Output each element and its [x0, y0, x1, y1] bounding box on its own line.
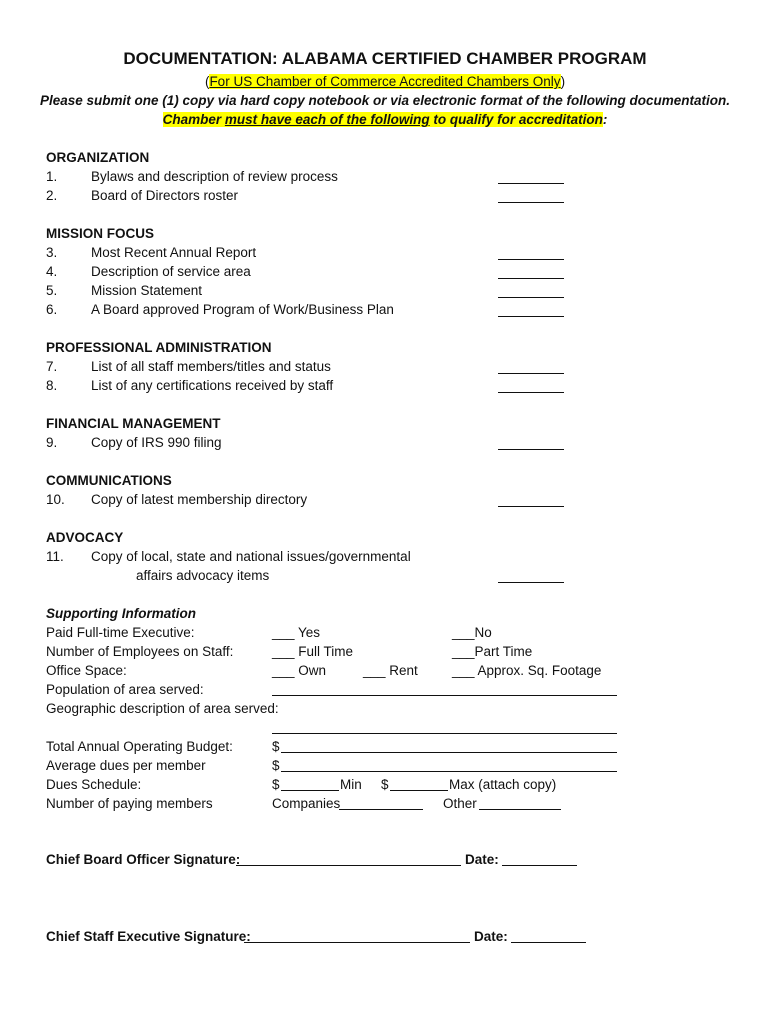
dues-schedule-label: Dues Schedule:	[46, 777, 142, 792]
employees-label: Number of Employees on Staff:	[46, 644, 234, 659]
check-line[interactable]	[498, 183, 564, 184]
item-number: 10.	[46, 492, 65, 507]
staff-signature-field[interactable]	[244, 942, 470, 943]
section-organization: ORGANIZATION	[46, 150, 150, 165]
geographic-field[interactable]	[272, 733, 617, 734]
companies-field[interactable]	[339, 809, 423, 810]
staff-signature-label: Chief Staff Executive Signature:	[46, 929, 251, 944]
board-signature-label: Chief Board Officer Signature:	[46, 852, 241, 867]
item-text: Copy of IRS 990 filing	[91, 435, 222, 450]
requirement-text: Chamber must have each of the following to qualify for accreditation:	[162, 112, 608, 127]
other-field[interactable]	[479, 809, 561, 810]
item-number: 5.	[46, 283, 58, 298]
check-line[interactable]	[498, 373, 564, 374]
check-line[interactable]	[498, 259, 564, 260]
item-text: Copy of latest membership directory	[91, 492, 308, 507]
part-time-field[interactable]: ___Part Time	[452, 644, 533, 659]
staff-date-field[interactable]	[511, 942, 586, 943]
item-text: List of any certifications received by staff	[91, 378, 334, 393]
other-label: Other	[443, 796, 477, 811]
item-text: Bylaws and description of review process	[91, 169, 338, 184]
instruction-text: Please submit one (1) copy via hard copy notebook or via electronic format of the following documentation.	[39, 93, 731, 108]
item-text: Board of Directors roster	[91, 188, 239, 203]
item-number: 1.	[46, 169, 58, 184]
dues-min-currency: $	[272, 777, 280, 792]
check-line[interactable]	[498, 582, 564, 583]
check-line[interactable]	[498, 506, 564, 507]
population-field[interactable]	[272, 695, 617, 696]
item-number: 3.	[46, 245, 58, 260]
office-rent-option[interactable]: ___ Rent	[363, 663, 418, 678]
board-signature-field[interactable]	[236, 865, 461, 866]
population-label: Population of area served:	[46, 682, 204, 697]
check-line[interactable]	[498, 278, 564, 279]
subtitle-highlight: For US Chamber of Commerce Accredited Chambers Only	[209, 74, 561, 89]
dues-max-label: Max (attach copy)	[449, 777, 557, 792]
check-line[interactable]	[498, 316, 564, 317]
office-space-label: Office Space:	[46, 663, 127, 678]
budget-field[interactable]	[281, 752, 617, 753]
section-mission-focus: MISSION FOCUS	[46, 226, 155, 241]
item-number: 8.	[46, 378, 58, 393]
average-dues-currency: $	[272, 758, 280, 773]
sq-footage-field[interactable]: ___ Approx. Sq. Footage	[452, 663, 602, 678]
budget-currency: $	[272, 739, 280, 754]
average-dues-label: Average dues per member	[46, 758, 206, 773]
companies-label: Companies	[272, 796, 341, 811]
dues-max-field[interactable]	[390, 790, 448, 791]
budget-label: Total Annual Operating Budget:	[46, 739, 233, 754]
dues-max-currency: $	[381, 777, 389, 792]
office-own-option[interactable]: ___ Own	[272, 663, 327, 678]
paying-members-label: Number of paying members	[46, 796, 213, 811]
item-text-continued: affairs advocacy items	[136, 568, 270, 583]
supporting-heading: Supporting Information	[46, 606, 196, 621]
item-number: 2.	[46, 188, 58, 203]
average-dues-field[interactable]	[281, 771, 617, 772]
item-text: Mission Statement	[91, 283, 203, 298]
paid-yes-option[interactable]: ___ Yes	[272, 625, 321, 640]
board-date-field[interactable]	[502, 865, 577, 866]
board-date-label: Date:	[465, 852, 499, 867]
item-text: Most Recent Annual Report	[91, 245, 257, 260]
item-number: 11.	[46, 549, 64, 564]
item-text: Description of service area	[91, 264, 251, 279]
paid-no-option[interactable]: ___No	[452, 625, 492, 640]
check-line[interactable]	[498, 449, 564, 450]
item-number: 7.	[46, 359, 58, 374]
geographic-label: Geographic description of area served:	[46, 701, 279, 716]
full-time-field[interactable]: ___ Full Time	[272, 644, 354, 659]
item-number: 9.	[46, 435, 58, 450]
staff-date-label: Date:	[474, 929, 508, 944]
page-title: DOCUMENTATION: ALABAMA CERTIFIED CHAMBER PROGRAM	[123, 49, 647, 68]
item-number: 4.	[46, 264, 58, 279]
check-line[interactable]	[498, 297, 564, 298]
item-text: List of all staff members/titles and status	[91, 359, 331, 374]
check-line[interactable]	[498, 202, 564, 203]
item-text: A Board approved Program of Work/Business Plan	[91, 302, 394, 317]
item-number: 6.	[46, 302, 58, 317]
section-communications: COMMUNICATIONS	[46, 473, 172, 488]
dues-min-label: Min	[340, 777, 362, 792]
item-text: Copy of local, state and national issues/governmental	[91, 549, 411, 564]
section-advocacy: ADVOCACY	[46, 530, 124, 545]
dues-min-field[interactable]	[281, 790, 339, 791]
section-professional-administration: PROFESSIONAL ADMINISTRATION	[46, 340, 272, 355]
section-financial-management: FINANCIAL MANAGEMENT	[46, 416, 221, 431]
subtitle: (For US Chamber of Commerce Accredited Chambers Only)	[204, 74, 566, 89]
paid-executive-label: Paid Full-time Executive:	[46, 625, 195, 640]
check-line[interactable]	[498, 392, 564, 393]
